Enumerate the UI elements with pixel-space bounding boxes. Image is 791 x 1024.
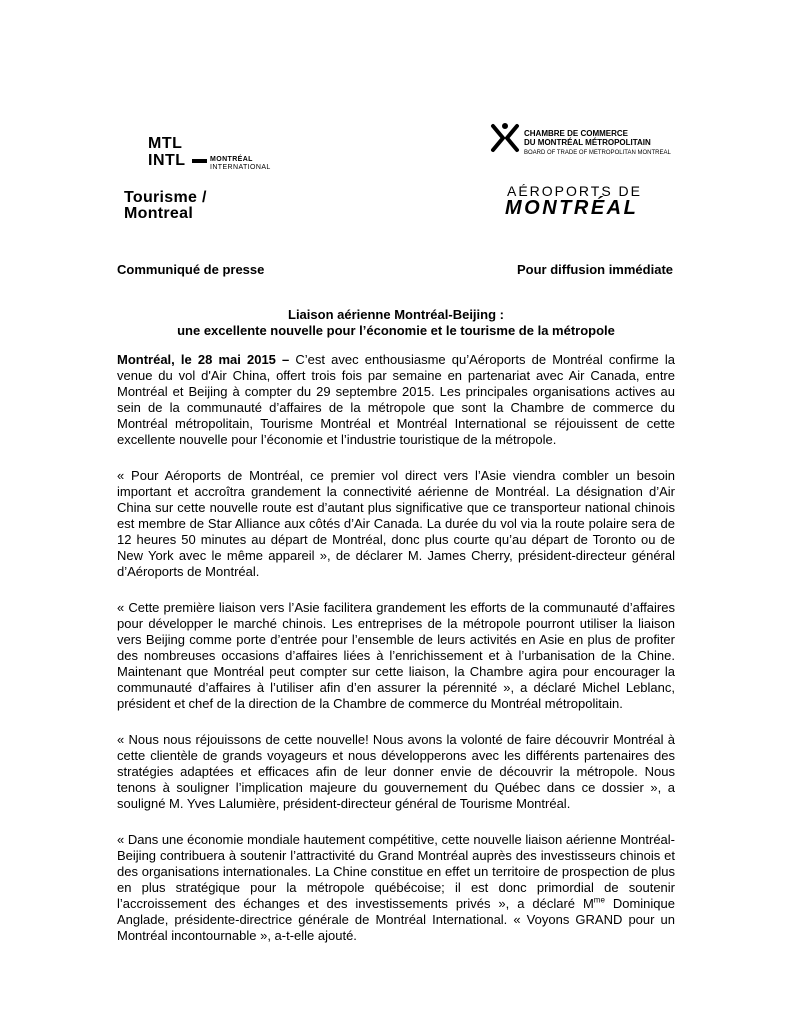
release-timing-label: Pour diffusion immédiate xyxy=(516,262,673,277)
tourisme-logo-line2: Montreal xyxy=(124,205,194,222)
paragraph-1-text: C’est avec enthousiasme qu’Aéroports de Montréal confirme la venue du vol d'Air China, offert trois fois par semaine en partenariat avec Air Canada, entre Montréal et Beijing à compter du 29 septembre 2015. Les principales organisations actives au sein de la communauté d’affaires de la métropole que sont la Chambre de commerce du Montréal métropolitain, Tourisme Montréal et Montréal International se réjouissent de cette excellente nouvelle pour l’économie et l’industrie touristique de la métropole. xyxy=(117,352,675,447)
mtl-logo-bar xyxy=(192,159,207,163)
tourisme-montreal-logo xyxy=(124,190,264,222)
chamber-of-commerce-logo xyxy=(490,122,690,162)
title-line1: Liaison aérienne Montréal-Beijing : xyxy=(288,307,504,322)
mtl-logo-line1: MTL xyxy=(148,135,183,152)
ccmm-mark-icon xyxy=(490,122,520,154)
ccmm-logo-line3: BOARD OF TRADE OF METROPOLITAN MONTREAL xyxy=(524,150,671,156)
paragraph-1 xyxy=(117,352,675,448)
adm-logo-line2: MONTRÉAL xyxy=(505,197,639,219)
page-title xyxy=(117,307,675,339)
ccmm-logo-line1: CHAMBRE DE COMMERCE xyxy=(524,129,628,138)
paragraph-5 xyxy=(117,832,675,944)
title-line2: une excellente nouvelle pour l’économie et le tourisme de la métropole xyxy=(177,323,615,338)
press-release-label: Communiqué de presse xyxy=(117,262,265,277)
paragraph-4: « Nous nous réjouissons de cette nouvelle! Nous avons la volonté de faire découvrir Montréal à cette clientèle de grands voyageurs et nous développerons avec les différents partenaires des stratégies adaptées et efficaces afin de leur donner envie de découvrir la métropole. Nous tenons à souligner l’implication majeure du gouvernement du Québec dans ce dossier », a souligné M. Yves Lalumière, président-directeur général de Tourisme Montréal. xyxy=(117,732,675,811)
montreal-international-logo xyxy=(148,135,278,171)
dateline: Montréal, le 28 mai 2015 – xyxy=(117,352,290,367)
paragraph-3: « Cette première liaison vers l’Asie facilitera grandement les efforts de la communauté d’affaires pour développer le marché chinois. Les entreprises de la métropole pourront utiliser la liaison vers Beijing comme porte d’entrée pour l’ensemble de leurs activités en Asie en plus de profiter des nombreuses occasions d’affaires liées à l’enrichissement et à l’urbanisation de la Chine. Maintenant que Montréal peut compter sur cette liaison, la Chambre agira pour encourager la communauté d’affaires à l’utiliser afin d’en assurer la pérennité », a déclaré Michel Leblanc, président et chef de la direction de la Chambre de commerce du Montréal métropolitain. xyxy=(117,600,675,711)
press-release-body xyxy=(117,352,675,964)
ccmm-logo-line2: DU MONTRÉAL MÉTROPOLITAIN xyxy=(524,138,651,147)
paragraph-5-text-b: Dominique Anglade, présidente-directrice générale de Montréal International. « Voyons GRAND pour un Montréal incontournable », a-t-elle ajouté. xyxy=(117,896,675,943)
paragraph-5-text-a: « Dans une économie mondiale hautement compétitive, cette nouvelle liaison aérienne Montréal-Beijing contribuera à soutenir l’attractivité du Grand Montréal auprès des investisseurs chinois et des organisations internationales. La Chine constitue en effet un territoire de prospection de plus en plus stratégique pour la métropole québécoise; il est donc primordial de soutenir l’accroissement des échanges et des investissements privés », a déclaré M xyxy=(117,832,675,911)
mtl-logo-line2: INTL xyxy=(148,152,186,169)
mtl-logo-sub1: MONTRÉAL xyxy=(210,156,253,163)
mtl-logo-sub2: INTERNATIONAL xyxy=(210,164,271,171)
aeroports-de-montreal-logo xyxy=(505,183,680,218)
paragraph-5-sup: me xyxy=(593,895,605,905)
adm-logo-line1: AÉROPORTS DE xyxy=(507,183,642,199)
tourisme-logo-line1: Tourisme / xyxy=(124,189,207,206)
paragraph-2: « Pour Aéroports de Montréal, ce premier vol direct vers l’Asie viendra combler un besoin important et accroîtra grandement la connectivité aérienne de Montréal. La désignation d’Air China sur cette nouvelle route est d’autant plus significative que ce transporteur national chinois est membre de Star Alliance aux côtés d’Air Canada. La durée du vol via la route polaire sera de 12 heures 50 minutes au départ de Montréal, donc plus courte qu’au départ de Toronto ou de New York avec le même appareil », de déclarer M. James Cherry, président-directeur général d’Aéroports de Montréal. xyxy=(117,468,675,579)
